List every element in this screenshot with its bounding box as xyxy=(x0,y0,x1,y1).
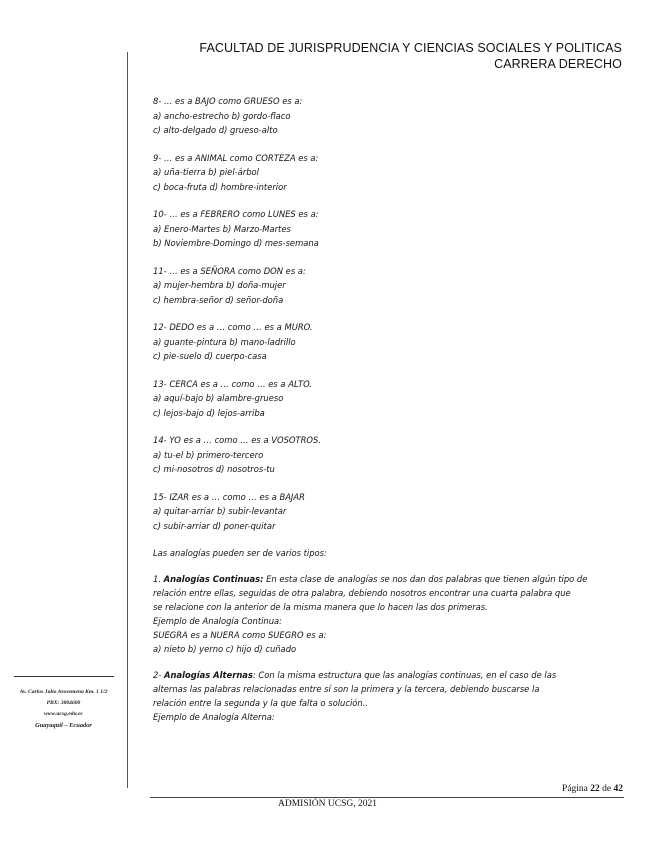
question-9 xyxy=(153,151,623,195)
question-options-cd: c) boca-fruta d) hombre-interior xyxy=(153,181,287,192)
sidebar-city: Guayaquil – Ecuador xyxy=(35,722,92,729)
sidebar-contact xyxy=(2,687,125,731)
question-stem: 10- … es a FEBRERO como LUNES es a: xyxy=(153,209,319,219)
question-stem: 14- YO es a … como … es a VOSOTROS. xyxy=(153,435,321,445)
section-text-3: se relacione con la anterior de la misma manera que lo hacen las dos primeras. xyxy=(153,602,488,612)
page-header xyxy=(199,40,622,72)
sidebar-address: Av. Carlos Julio Arosemena Km. 1 1/2 xyxy=(19,689,108,695)
question-stem: 9- … es a ANIMAL como CORTEZA es a: xyxy=(153,152,319,163)
page-of: de xyxy=(602,784,612,794)
document-body xyxy=(153,94,623,736)
example-label: Ejemplo de Analogía Alterna: xyxy=(153,712,275,722)
question-options-cd: c) mi-nosotros d) nosotros-tu xyxy=(153,464,275,474)
sidebar-web: www.ucsg.edu.ec xyxy=(43,711,84,717)
question-stem: 11- … es a SEÑORA como DON es a: xyxy=(153,265,306,276)
question-options-cd: c) lejos-bajo d) lejos-arriba xyxy=(153,407,265,418)
example-stem: SUEGRA es a NUERA como SUEGRO es a: xyxy=(153,630,327,640)
question-options-cd: b) Noviembre-Domingo d) mes-semana xyxy=(153,238,319,248)
question-options-ab: a) tu-el b) primero-tercero xyxy=(153,449,264,460)
footer-admision: ADMISIÓN UCSG, 2021 xyxy=(278,799,377,809)
question-13 xyxy=(153,377,623,421)
question-stem: 8- … es a BAJO como GRUESO es a: xyxy=(153,96,303,106)
section-alternas xyxy=(153,668,623,724)
section-continuas xyxy=(153,572,623,656)
section-title: Analogías Continuas: xyxy=(163,574,264,584)
question-14 xyxy=(153,433,623,477)
question-options-cd: c) hembra-señor d) señor-doña xyxy=(153,294,284,305)
page-word: Página xyxy=(562,784,588,794)
page-total: 42 xyxy=(613,784,623,794)
example-options: a) nieto b) yerno c) hijo d) cuñado xyxy=(153,644,297,654)
question-options-ab: a) guante-pintura b) mano-ladrillo xyxy=(153,336,296,347)
question-options-ab: a) aquí-bajo b) alambre-grueso xyxy=(153,393,284,403)
question-stem: 15- IZAR es a … como … es a BAJAR xyxy=(153,491,305,502)
section-text-3: relación entre la segunda y la que falta o solución.. xyxy=(153,698,369,708)
section-number: 1. xyxy=(153,574,161,584)
question-options-ab: a) uña-tierra b) piel-árbol xyxy=(153,167,260,177)
header-faculty: FACULTAD DE JURISPRUDENCIA Y CIENCIAS SOCIALES Y POLITICAS xyxy=(199,41,622,55)
section-text-1: En esta clase de analogías se nos dan dos palabras que tienen algún tipo de xyxy=(266,574,588,584)
left-margin-rule xyxy=(127,52,128,788)
question-options-ab: a) Enero-Martes b) Marzo-Martes xyxy=(153,223,291,234)
question-options-ab: a) ancho-estrecho b) gordo-flaco xyxy=(153,110,291,121)
section-text-2: relación entre ellas, seguidas de otra palabra, debiendo nosotros encontrar una cuarta palabra que xyxy=(153,588,571,598)
question-options-ab: a) quitar-arriar b) subir-levantar xyxy=(153,506,287,516)
section-text-1: : Con la misma estructura que las analogías continuas, en el caso de las xyxy=(252,670,557,680)
question-options-ab: a) mujer-hembra b) doña-mujer xyxy=(153,280,286,290)
section-text-2: alternas las palabras relacionadas entre sí son la primera y la tercera, debiendo buscarse la xyxy=(153,684,540,694)
question-options-cd: c) pie-suelo d) cuerpo-casa xyxy=(153,351,267,361)
question-stem: 12- DEDO es a … como … es a MURO. xyxy=(153,322,313,332)
question-options-cd: c) subir-arriar d) poner-quitar xyxy=(153,520,276,531)
types-intro: Las analogías pueden ser de varios tipos: xyxy=(153,548,327,558)
footer-rule xyxy=(150,797,624,798)
question-10 xyxy=(153,207,623,251)
example-label: Ejemplo de Analogía Continua: xyxy=(153,616,283,626)
question-11 xyxy=(153,264,623,308)
sidebar-rule xyxy=(14,676,114,677)
question-stem: 13- CERCA es a … como … es a ALTO. xyxy=(153,378,313,389)
page-current: 22 xyxy=(590,784,600,794)
question-options-cd: c) alto-delgado d) grueso-alto xyxy=(153,125,278,135)
section-title: Analogías Alternas xyxy=(164,670,253,680)
question-15 xyxy=(153,490,623,534)
page-number xyxy=(562,784,623,794)
sidebar-pbx: PBX: 3804600 xyxy=(46,700,81,706)
question-8 xyxy=(153,94,623,138)
header-career: CARRERA DERECHO xyxy=(494,57,622,71)
section-number: 2- xyxy=(153,670,162,680)
question-12 xyxy=(153,320,623,364)
